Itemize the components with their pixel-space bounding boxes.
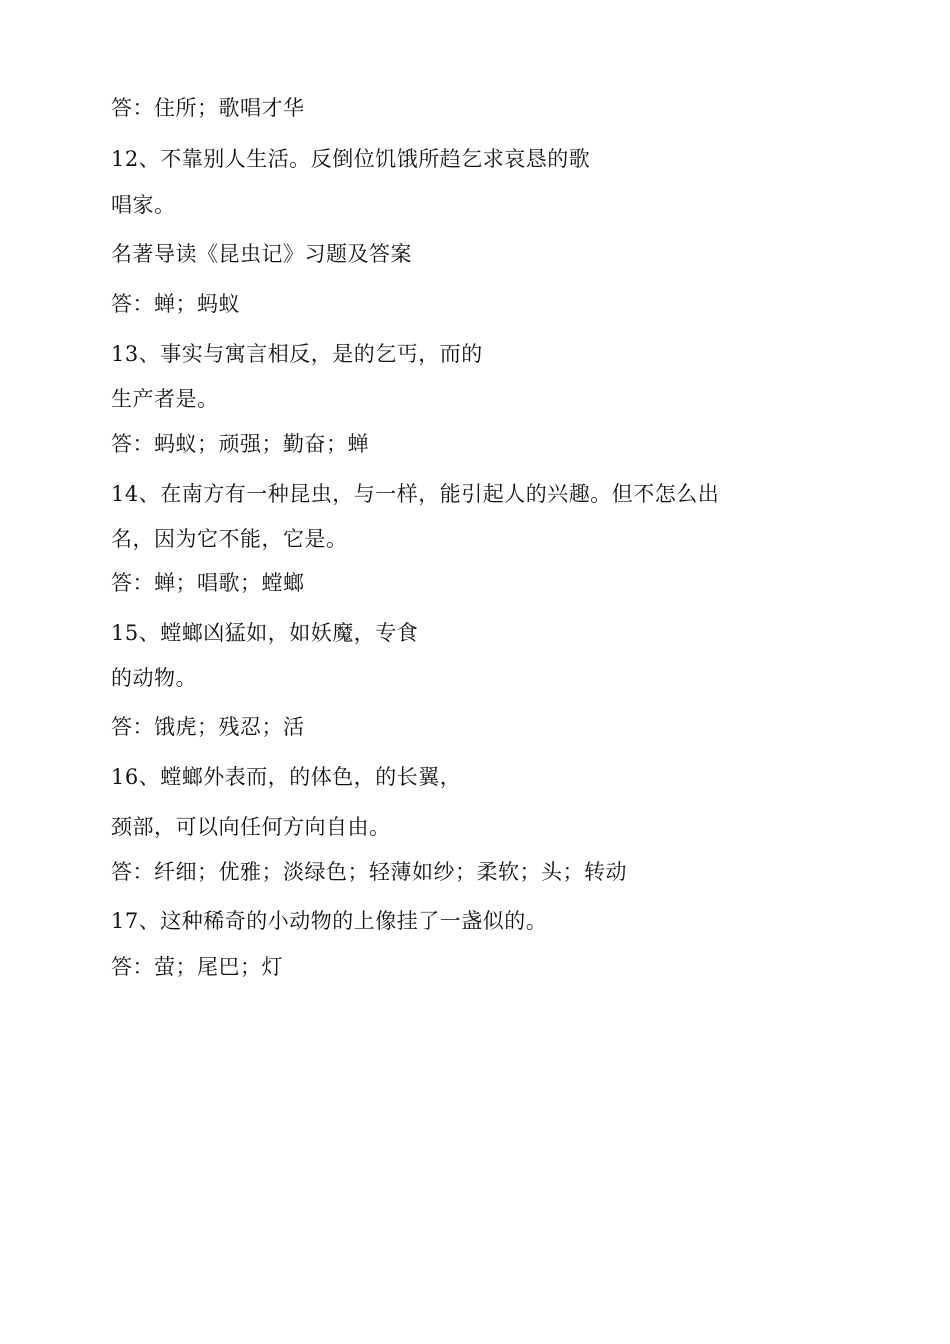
question-17-line-1: 17、这种稀奇的小动物的上像挂了一盏似的。 [111,909,548,933]
answer-line-12: 答：蝉；蚂蚁 [111,292,240,316]
question-12-line-2: 唱家。 [111,193,176,217]
question-15-line-2: 的动物。 [111,666,197,690]
question-13-line-1: 13、事实与寓言相反，是的乞丐，而的 [111,342,483,366]
section-heading: 名著导读《昆虫记》习题及答案 [111,242,412,266]
answer-line-16: 答：纤细；优雅；淡绿色；轻薄如纱；柔软；头；转动 [111,860,627,884]
question-13-line-2: 生产者是。 [111,387,219,411]
answer-line-14: 答：蝉；唱歌；螳螂 [111,571,305,595]
question-14-line-2: 名，因为它不能，它是。 [111,527,348,551]
question-16-line-1: 16、螳螂外表而，的体色，的长翼， [111,765,462,789]
question-16-line-2: 颈部，可以向任何方向自由。 [111,815,391,839]
question-12-line-1: 12、不靠别人生活。反倒位饥饿所趋乞求哀恳的歌 [111,147,591,171]
question-15-line-1: 15、螳螂凶猛如，如妖魔，专食 [111,621,419,645]
answer-line-15: 答：饿虎；残忍；活 [111,715,305,739]
answer-line-17: 答：萤；尾巴；灯 [111,955,283,979]
answer-line-11: 答：住所；歌唱才华 [111,96,305,120]
question-14-line-1: 14、在南方有一种昆虫，与一样，能引起人的兴趣。但不怎么出 [111,482,720,506]
answer-line-13: 答：蚂蚁；顽强；勤奋；蝉 [111,432,369,456]
